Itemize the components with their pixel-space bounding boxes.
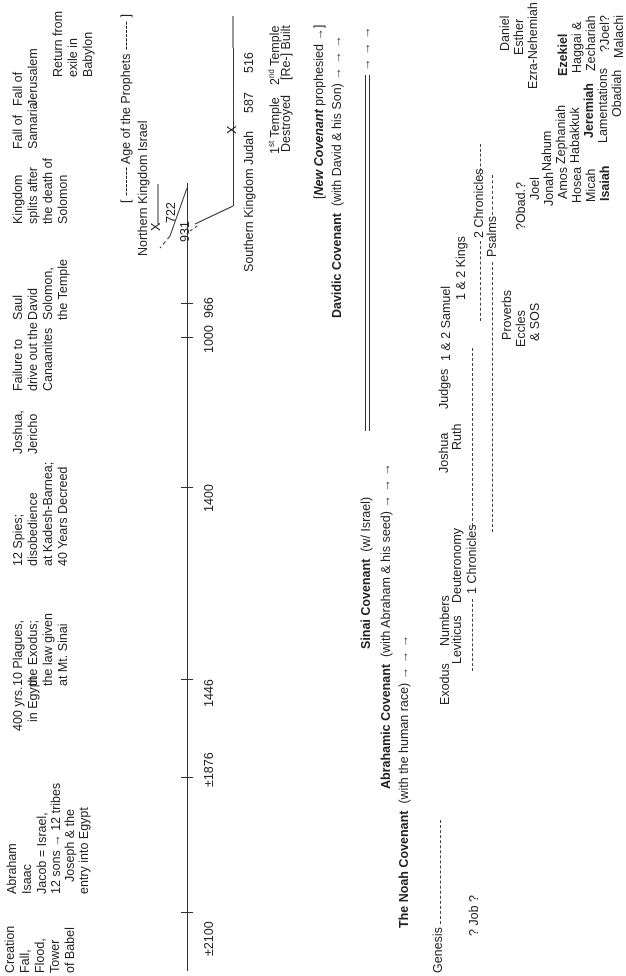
event-failure: Failure to [11,338,25,391]
book-deuteronomy: Deuteronomy [450,527,464,603]
date-722: 722 [164,202,178,223]
book-lamentations: Lamentations [596,67,610,143]
date-587: 587 [242,92,256,113]
event-jacob: Jacob = Israel, [35,812,49,894]
date-516: 516 [242,52,256,73]
book-ezekiel: Ezekiel [556,33,570,76]
event-egypt-years: 400 yrs. [11,686,25,731]
event-solomon: Solomon, [41,267,55,320]
book-jonah: Jonah [542,171,556,206]
event-kadesh: at Kadesh-Barnea; [41,461,55,566]
event-babylon: Babylon [81,31,95,77]
sinai-covenant-arrows: → → → [359,26,373,71]
south-branch-line [195,206,233,224]
book-esther: Esther [512,18,526,55]
date-1400: 1400 [202,484,216,512]
book-obadiah: Obadiah [610,69,624,117]
israel-end-x: X [149,222,163,231]
event-creation: Creation [3,925,17,973]
book-zephaniah: Zephaniah [554,104,568,164]
book-habakkuk: Habakkuk [568,107,582,163]
sinai-covenant: Sinai Covenant (w/ Israel) [359,496,373,649]
event-joshua: Joshua, [11,410,25,454]
book-proverbs: Proverbs [500,289,514,340]
book-2-chronicles: 2 Chronicles [472,168,486,238]
davidic-covenant: Davidic Covenant (with David & his Son) → → → [330,35,344,318]
book-malachi: Malachi [612,14,626,58]
event-disobedience: disobedience [26,492,40,566]
book-daniel: Daniel [498,15,512,51]
event-saul: Saul [11,294,25,320]
date-931: 931 [178,221,192,242]
event-death: the death of [41,157,55,224]
event-tower: Tower [48,939,62,973]
date-966: 966 [202,297,216,318]
book-amos: Amos [556,167,570,199]
book-joel-question: ?Joel? [598,15,612,52]
book-eccles: Eccles [514,310,528,347]
book-obadiah-question: ?Obad.? [514,182,528,230]
event-fall-samaria: Fall of [11,114,25,149]
event-kingdom: Kingdom [11,174,25,224]
event-fall-jerusalem: Fall of [11,71,25,106]
date-1446: 1446 [202,679,216,707]
event-drive-out: drive out the [26,322,40,391]
event-babel: of Babel [63,927,77,973]
southern-kingdom-label: Southern Kingdom Judah [242,130,256,272]
event-jerusalem: Jerusalem [26,48,40,106]
event-spies: 12 Spies; [11,513,25,566]
book-judges: Judges [437,368,451,409]
event-exodus: the Exodus; [26,619,40,686]
event-in-egypt: in Egypt [26,676,40,722]
event-temple: the Temple [56,259,70,320]
book-job: ? Job ? [467,894,481,936]
event-abraham: Abraham [5,843,19,894]
book-1-chronicles: 1 Chronicles [465,524,479,594]
north-branch-line [170,188,187,236]
first-temple-destroyed: Destroyed [279,95,293,152]
event-plagues: 10 Plagues, [11,619,25,686]
event-sons: 12 sons → 12 tribes [49,782,63,894]
book-leviticus: Leviticus [450,615,464,664]
event-samaria: Samaria [26,102,40,149]
event-return: Return from [51,11,65,77]
abrahamic-covenant: Abrahamic Covenant (with Abraham & his seed) → → → [379,463,393,789]
event-solomon-death: Solomon [56,174,70,224]
new-covenant: [New Covenant prophesied →] [312,24,326,199]
book-zechariah: Zechariah [584,15,598,71]
second-temple-rebuilt: [Re-] Built [279,25,293,80]
event-sinai: at Mt. Sinai [56,623,70,686]
event-exile: exile in [66,38,80,77]
event-fall: Fall, [18,949,32,973]
book-numbers: Numbers [438,595,452,646]
date-1000: 1000 [202,325,216,353]
event-forty-years: 40 Years Decreed [56,466,70,566]
book-joshua: Joshua [437,432,451,473]
book-psalms: Psalms [485,216,499,257]
judah-end-x: X [225,125,239,134]
noah-covenant: The Noah Covenant (with the human race) → → → [397,634,411,928]
second-temple-label: 2nd Temple [267,25,283,85]
book-isaiah: Isaiah [598,165,612,201]
book-micah: Micah [584,168,598,202]
book-ezra-nehemiah: Ezra-Nehemiah [526,2,540,89]
south-branch-dash [190,224,200,231]
event-david: David [26,288,40,320]
event-joseph: Joseph & the [63,809,77,882]
book-haggai: Haggai & [570,21,584,73]
book-samuel: 1 & 2 Samuel [439,285,453,361]
first-temple-label: 1st Temple [267,97,283,154]
event-splits: splits after [26,167,40,224]
book-sos: & SOS [528,302,542,341]
book-exodus: Exodus [438,663,452,705]
date-2100: ±2100 [202,921,216,956]
book-kings: 1 & 2 Kings [454,236,468,300]
book-hosea: Hosea [570,166,584,203]
book-joel: Joel [528,177,542,200]
event-isaac: Isaac [20,864,34,894]
event-canaanites: Canaanites [41,327,55,391]
event-law: the law given [41,613,55,686]
event-entry: entry into Egypt [77,807,91,894]
date-1876: ±1876 [202,752,216,787]
book-ruth: Ruth [450,423,464,450]
book-jeremiah: Jeremiah [582,83,596,138]
prophets-bracket: [ ------- Age of the Prophets ------- ] [119,14,133,203]
book-genesis: Genesis [431,927,445,973]
north-branch-dash [160,236,170,248]
northern-kingdom-label: Northern Kingdom Israel [136,120,150,256]
event-jericho: Jericho [26,413,40,454]
event-flood: Flood, [33,938,47,973]
book-nahum: Nahum [540,130,554,171]
